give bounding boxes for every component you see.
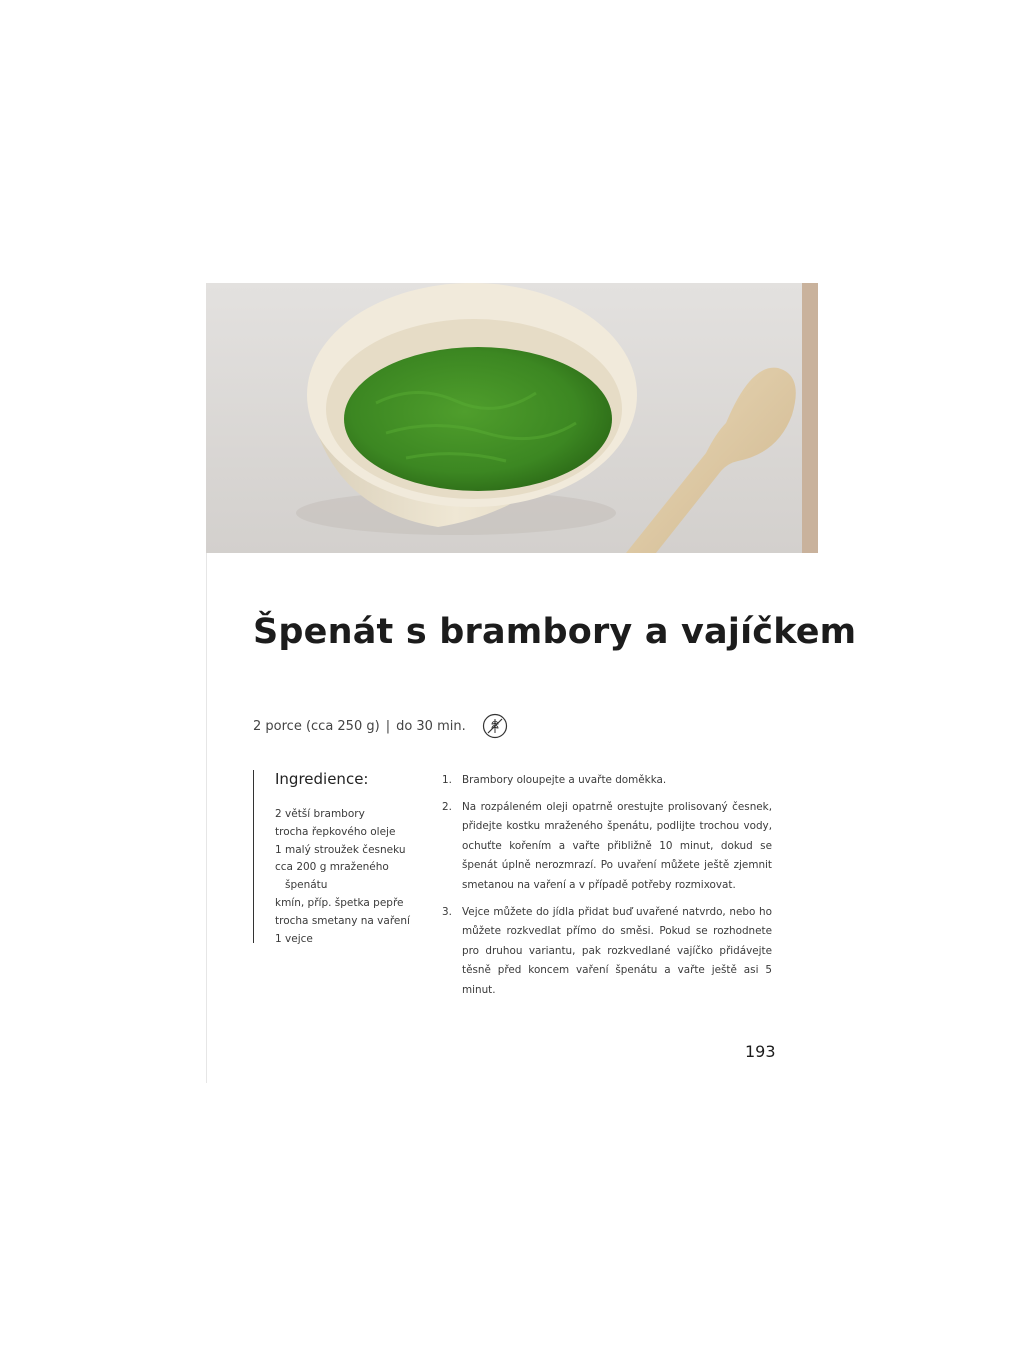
- step-item: [442, 798, 772, 896]
- ingredients-box: [253, 770, 413, 943]
- ingredient-item: trocha smetany na vaření: [275, 914, 410, 927]
- step-item: [442, 903, 772, 1001]
- ingredients-list: [275, 806, 413, 948]
- method-steps: [442, 771, 772, 1008]
- step-item: [442, 771, 772, 791]
- step-number: 1.: [442, 774, 452, 786]
- time-text: do 30 min.: [396, 718, 466, 734]
- meta-separator: |: [385, 718, 391, 734]
- ingredients-heading: Ingredience:: [275, 770, 369, 788]
- step-text: Na rozpáleném oleji opatrně orestujte prolisovaný česnek, přidejte kostku mraženého špenátu, podlijte trochou vody, ochuťte kořením a vařte přibližně 10 minut, dokud se špenát úplně nerozmrazí. Po uvaření můžete ještě zjemnit smetanou na vaření a v případě potřeby rozmixovat.: [462, 800, 772, 891]
- recipe-meta: [253, 712, 508, 740]
- page-number: 193: [745, 1042, 776, 1061]
- spinach-puree: [344, 347, 612, 491]
- ingredient-item: 2 větší brambory: [275, 808, 365, 820]
- gluten-free-icon: [482, 713, 508, 739]
- side-stripe: [802, 283, 818, 553]
- ingredient-item: kmín, příp. špetka pepře: [275, 896, 404, 909]
- ingredient-item: trocha řepkového oleje: [275, 825, 396, 838]
- ingredient-item: 1 malý stroužek česneku: [275, 843, 406, 856]
- servings-text: 2 porce (cca 250 g): [253, 718, 380, 734]
- step-number: 3.: [442, 905, 452, 918]
- ingredient-item: 1 vejce: [275, 932, 313, 945]
- recipe-title: Špenát s brambory a vajíčkem: [253, 612, 857, 652]
- food-photo: [206, 283, 818, 553]
- step-text: Brambory oloupejte a uvařte doměkka.: [462, 774, 667, 786]
- step-number: 2.: [442, 800, 452, 813]
- ingredient-item: špenátu: [285, 879, 328, 892]
- step-text: Vejce můžete do jídla přidat buď uvařené natvrdo, nebo ho můžete rozkvedlat přímo do směsi. Pokud se rozhodnete pro druhou variantu, pak rozkvedlané vajíčko přidávejte těsně před koncem vaření špenátu a vařte ještě asi 5 minut.: [462, 905, 772, 996]
- ingredient-item: cca 200 g mraženého: [275, 861, 389, 874]
